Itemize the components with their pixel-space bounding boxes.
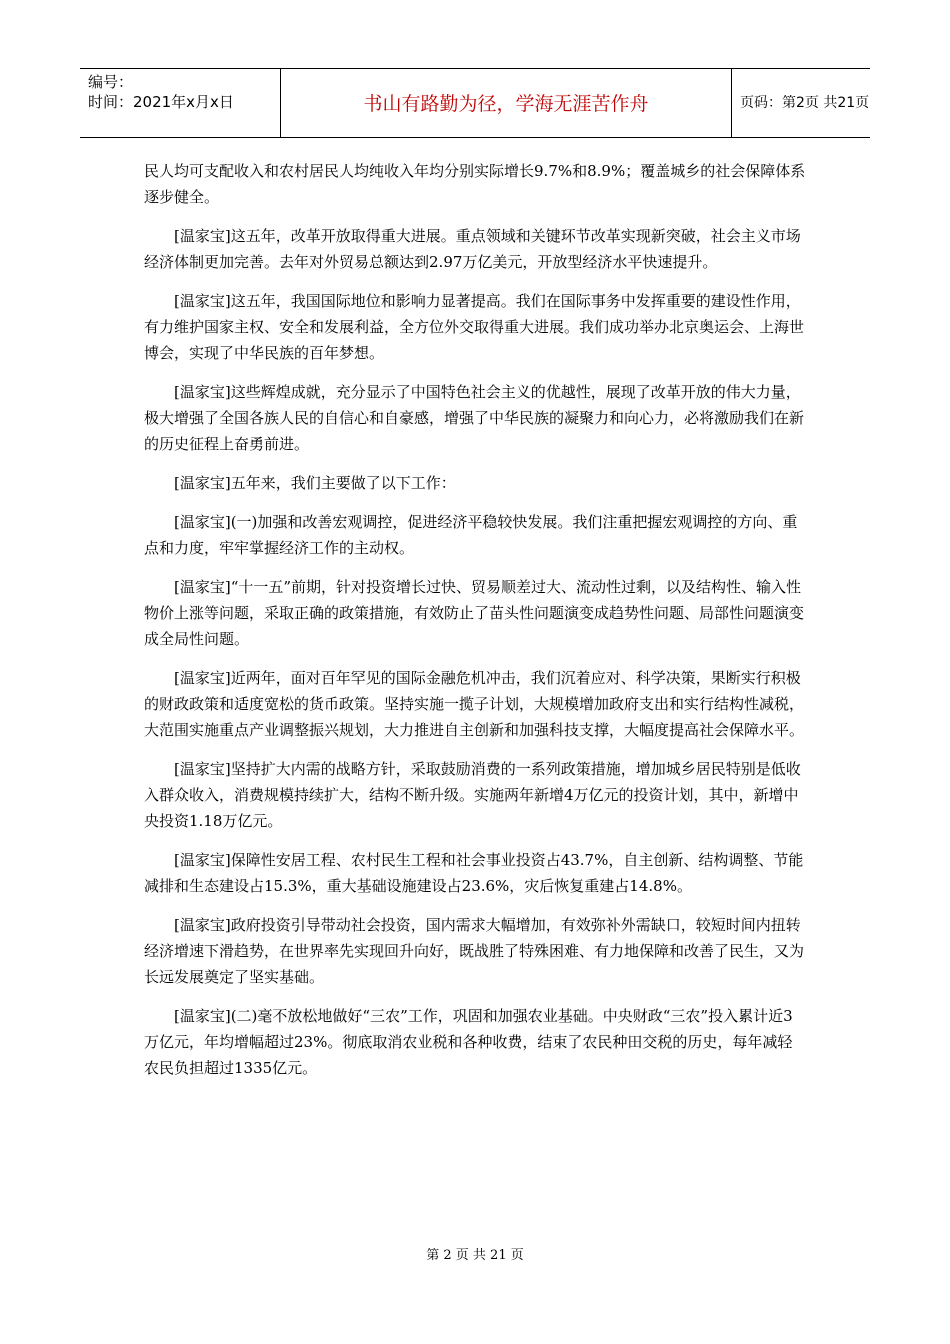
- paragraph: [温家宝](二)毫不放松地做好“三农”工作，巩固和加强农业基础。中央财政“三农”投入累计近3万亿元，年均增幅超过23%。彻底取消农业税和各种收费，结束了农民种田交税的历史，每年减轻农民负担超过1335亿元。: [144, 1007, 793, 1077]
- header-motto-cell: [280, 69, 732, 137]
- header-meta-cell: [80, 69, 280, 137]
- paragraph: [温家宝]近两年，面对百年罕见的国际金融危机冲击，我们沉着应对、科学决策，果断实行积极的财政政策和适度宽松的货币政策。坚持实施一揽子计划，大规模增加政府支出和实行结构性减税，大范围实施重点产业调整振兴规划，大力推进自主创新和加强科技支撑，大幅度提高社会保障水平。: [144, 669, 805, 739]
- paragraph: [温家宝]坚持扩大内需的战略方针，采取鼓励消费的一系列政策措施，增加城乡居民特别是低收入群众收入，消费规模持续扩大，结构不断升级。实施两年新增4万亿元的投资计划，其中，新增中央投资1.18万亿元。: [144, 760, 801, 830]
- document-time-label: 时间：2021年x月x日: [88, 93, 234, 111]
- paragraph: [温家宝]这五年，我国国际地位和影响力显著提高。我们在国际事务中发挥重要的建设性作用，有力维护国家主权、安全和发展利益，全方位外交取得重大进展。我们成功举办北京奥运会、上海世博会，实现了中华民族的百年梦想。: [144, 292, 805, 362]
- header-page-number: 页码：第2页 共21页: [740, 95, 870, 111]
- page-footer: 第 2 页 共 21 页: [426, 1248, 524, 1263]
- paragraph: [温家宝]保障性安居工程、农村民生工程和社会事业投资占43.7%，自主创新、结构调整、节能减排和生态建设占15.3%，重大基础设施建设占23.6%，灾后恢复重建占14.8%。: [144, 851, 804, 895]
- document-number-label: 编号：: [88, 73, 134, 91]
- paragraph: [温家宝]这些辉煌成就，充分显示了中国特色社会主义的优越性，展现了改革开放的伟大力量，极大增强了全国各族人民的自信心和自豪感，增强了中华民族的凝聚力和向心力，必将激励我们在新的历史征程上奋勇前进。: [144, 383, 805, 453]
- paragraph: [温家宝]政府投资引导带动社会投资，国内需求大幅增加，有效弥补外需缺口，较短时间内扭转经济增速下滑趋势，在世界率先实现回升向好，既战胜了特殊困难、有力地保障和改善了民生，又为长远发展奠定了坚实基础。: [144, 916, 805, 986]
- paragraph: [温家宝]这五年，改革开放取得重大进展。重点领域和关键环节改革实现新突破，社会主义市场经济体制更加完善。去年对外贸易总额达到2.97万亿美元，开放型经济水平快速提升。: [144, 227, 801, 271]
- page-header: [80, 68, 870, 138]
- header-page-cell: [732, 69, 870, 137]
- paragraph: [温家宝]五年来，我们主要做了以下工作：: [174, 474, 456, 492]
- paragraph: 民人均可支配收入和农村居民人均纯收入年均分别实际增长9.7%和8.9%；覆盖城乡的社会保障体系逐步健全。: [144, 162, 806, 206]
- paragraph: [温家宝]“十一五”前期，针对投资增长过快、贸易顺差过大、流动性过剩，以及结构性、输入性物价上涨等问题，采取正确的政策措施，有效防止了苗头性问题演变成趋势性问题、局部性问题演变成全局性问题。: [144, 578, 805, 648]
- document-body: [144, 158, 806, 1094]
- header-motto: 书山有路勤为径，学海无涯苦作舟: [363, 93, 649, 115]
- paragraph: [温家宝](一)加强和改善宏观调控，促进经济平稳较快发展。我们注重把握宏观调控的方向、重点和力度，牢牢掌握经济工作的主动权。: [144, 513, 798, 557]
